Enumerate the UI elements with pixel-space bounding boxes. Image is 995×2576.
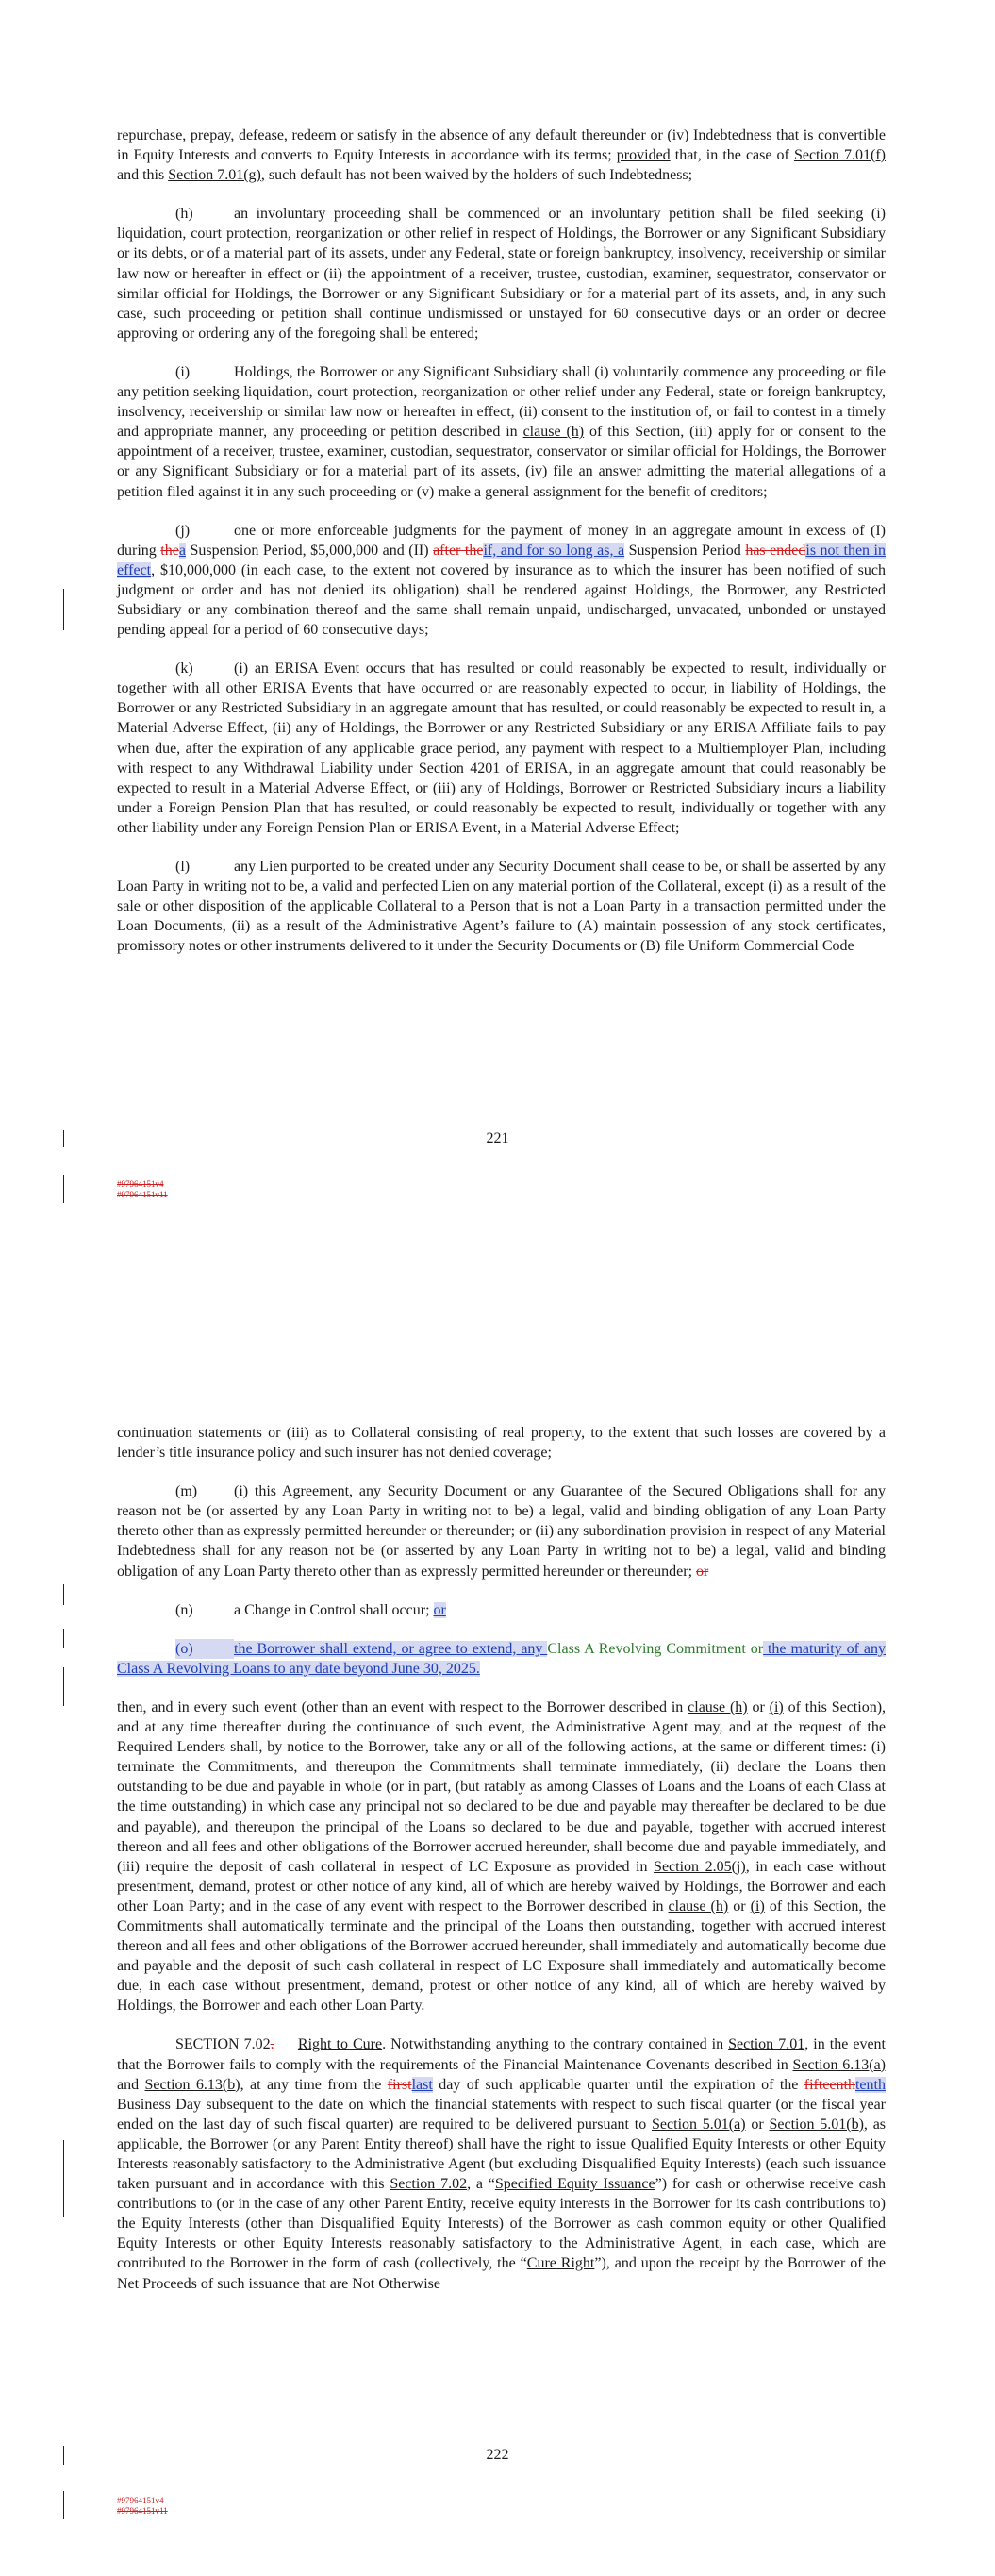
inserted-text: the maturity of any Class A Revolving Loans to any date beyond June 30, 2025. [117,1640,887,1677]
text: and [117,2076,145,2093]
clause-label: (l) [175,859,191,875]
cross-reference: clause (h) [688,1698,748,1715]
page-number: 221 [486,1130,509,1146]
text: and this [117,167,169,184]
clause-k [117,659,886,838]
text: or [745,2116,770,2133]
text: Business Day subsequent to the date on which the financial statements with respect to such fiscal quarter (or the fiscal year ended on the last day of such fiscal quarter) are required to be delivered pursuant to [117,2096,886,2133]
section-7-02 [117,2034,886,2293]
text: . Notwithstanding anything to the contrary contained in [382,2036,729,2053]
text: that, in the case of [670,147,794,164]
clause-label: (h) [175,206,193,223]
deleted-text: the [160,542,179,559]
text: , in each case without presentment, demand, protest or other notice of any kind, all of which are hereby waived by Holdings, the Borrower and each other Loan Party; and in the case of any event with respect to the Borrower described in [117,1858,887,1915]
cross-reference: Section 5.01(b) [769,2116,864,2133]
page-222 [0,1288,995,2576]
cross-reference: Section 5.01(a) [652,2116,746,2133]
clause-text: a Change in Control shall occur; [234,1601,434,1618]
clause-text: , $10,000,000 (in each case, to the extent not covered by insurance as to which the insurer has been notified of such judgment or order and has not denied its obligation) shall be rendered against Holdings, the Borrower, any Restricted Subsidiary or any combination thereof and the same shall remain unpaid, undischarged, unvacated, unbonded or unstayed pending appeal for a period of 60 consecutive days; [117,561,886,639]
text: , such default has not been waived by the holders of such Indebtedness; [260,167,693,184]
document-id: #97964151v4 [117,2496,164,2505]
page-221-body [117,125,886,975]
cross-reference: Section 6.13(a) [792,2056,887,2073]
text: day of such applicable quarter until the expiration of the [432,2076,804,2093]
clause-label: (k) [175,661,193,677]
text: repurchase, prepay, defease, redeem or satisfy in the absence of any default thereunder or (iv) Indebtedness that is convertible in Equity Interests and converts to Equity Interests in accordance with its terms; [117,127,886,164]
change-bar [63,1629,64,1648]
change-bar [63,1584,64,1605]
text: , in the event that the Borrower fails to comply with the requirements of the Financial Maintenance Covenants described in [117,2036,886,2073]
deleted-text: after the [433,542,484,559]
text: ”), and upon the receipt by the Borrower of the Net Proceeds of such issuance that are Not Otherwise [117,2255,887,2292]
change-bar [63,1667,64,1706]
clause-l [117,857,886,956]
clause-label: (j) [175,522,191,539]
inserted-text: or [433,1601,446,1618]
deleted-text: fifteenth [804,2076,855,2093]
clause-text: Suspension Period, $5,000,000 and (II) [185,542,434,559]
clause-label: (n) [175,1601,193,1618]
inserted-text: the Borrower shall extend, or agree to extend, any [234,1640,548,1657]
cross-reference: Section 2.05(j) [654,1858,746,1875]
inserted-text: if, and for so long as, a [483,542,625,559]
clause-text: one or more enforceable judgments for the payment of money in an aggregate amount in excess of (I) during [117,522,886,559]
inserted-text: last [411,2076,433,2093]
text: ”) for cash or otherwise receive cash contributions to (or in the case of any other Parent Entity, receive equity interests in the Borrower for its cash contributions to) the Equity Interests (other than Disqualified Equity Interests) of the Borrower as cash common equity or other Qualified Equity Interests or other Equity Interests reasonably satisfactory to the Administrative Agent, in each case, which are contributed to the Borrower in the form of cash (collectively, the “ [117,2176,887,2272]
inserted-text: tenth [854,2076,886,2093]
change-bar [63,2491,64,2519]
document-id: #97964151v11 [117,1190,168,1199]
deleted-text: or [696,1563,709,1580]
cross-reference: (i) [769,1698,784,1715]
clause-j [117,521,886,641]
clause-text: Holdings, the Borrower or any Significant Subsidiary shall (i) voluntarily commence any proceeding or file any petition seeking liquidation, court protection, reorganization or other relief under any Federal, state or foreign bankruptcy, insolvency, receivership or similar law now or hereafter in effect, (ii) consent to the institution of, or fail to contest in a timely and appropriate manner, any proceeding or petition described in [117,363,886,441]
cross-reference: Section 7.01(f) [793,147,887,164]
text: , at any time from the [240,2076,388,2093]
text: of this Section), and at any time thereafter during the continuance of such event, the Administrative Agent may, and at the request of the Required Lenders shall, by notice to the Borrower, take any or all of the following actions, at the same or different times: (i) terminate the Commitments, and thereupon the Commitments shall terminate immediately, (ii) declare the Loans then outstanding to be due and payable in whole (or in part, (but ratably as among Classes of Loans and the Loans of each Class at the time outstanding) in which case any principal not so declared to be due and payable may thereafter be declared to be due and payable), and thereupon the principal of the Loans so declared to be due and payable, together with accrued interest thereon and all fees and other obligations of the Borrower accrued hereunder, shall become due and payable immediately, and (iii) require the deposit of cash collateral in respect of LC Exposure as provided in [117,1698,887,1875]
cross-reference: Section 7.01(g) [168,167,261,184]
defined-term: Specified Equity Issuance [494,2176,655,2193]
deleted-text: first [387,2076,412,2093]
cross-reference: Section 7.01 [728,2036,805,2053]
inserted-text: is not then in effect [117,542,887,578]
defined-term: Cure Right [526,2255,595,2272]
page-222-body [117,1423,886,2313]
clause-label: (m) [175,1483,198,1500]
clause-text: (i) this Agreement, any Security Document or any Guarantee of the Secured Obligations shall for any reason not be (or asserted by any Loan Party in writing not to be) a legal, valid and binding obligation of any Loan Party thereto other than as expressly permitted hereunder or thereunder; or (ii) any subordination provision in respect of any Material Indebtedness shall for any reason not be (or asserted by any Loan Party in writing not to be) a legal, valid and binding obligation of any Loan Party thereto other than as expressly permitted hereunder or thereunder; [117,1483,886,1580]
document-id: #97964151v4 [117,1179,164,1189]
cross-reference: clause (h) [668,1898,729,1915]
clause-i [117,362,886,502]
text: or [747,1698,770,1715]
text: then, and in every such event (other than an event with respect to the Borrower described in [117,1698,688,1715]
remedies-paragraph [117,1698,886,2016]
text: , as applicable, the Borrower (or any Parent Entity thereof) shall have the right to issue Qualified Equity Interests or other Equity Interests reasonably satisfactory to the Administrative Agent (but excluding Disqualified Equity Interests) (each such issuance taken pursuant and in accordance with this [117,2116,887,2193]
inserted-text: a [178,542,186,559]
deleted-text: . [270,2036,274,2053]
clause-label: (i) [175,363,191,380]
paragraph-continuation-g [117,125,886,185]
clause-o [117,1639,886,1679]
section-title: Right to Cure [297,2036,383,2053]
change-bar [63,1175,64,1203]
cross-reference: Section 6.13(b) [144,2076,240,2093]
deleted-text: has ended [745,542,806,559]
text: continuation statements or (iii) as to Collateral consisting of real property, to the extent that such losses are covered by a lender’s title insurance policy and such insurer has not denied coverage; [117,1425,886,1462]
clause-text: Suspension Period [624,542,746,559]
paragraph-continuation-l [117,1423,886,1463]
text: or [728,1898,751,1915]
cross-reference: clause (h) [522,424,585,441]
provided-term: provided [616,147,671,164]
clause-text: of this Section, (iii) apply for or consent to the appointment of a receiver, trustee, examiner, custodian, sequestrator, conservator or similar official for Holdings, the Borrower or any Significant Subsidiary or for a material part of its assets, (iv) file an answer admitting the material allegations of a petition filed against it in any such proceeding or (v) make a general assignment for the benefit of creditors; [117,424,887,500]
clause-text: an involuntary proceeding shall be commenced or an involuntary petition shall be filed seeking (i) liquidation, court protection, reorganization or other relief in respect of Holdings, the Borrower or any Significant Subsidiary or its debts, or of a material part of its assets, under any Federal, state or foreign bankruptcy, insolvency, receivership or similar law now or hereafter in effect or (ii) the appointment of a receiver, trustee, custodian, examiner, sequestrator, conservator or similar official for Holdings, the Borrower or any Significant Subsidiary or for a material part of its assets, and, in any such case, such proceeding or petition shall continue undismissed or unstayed for 60 consecutive days or an order or decree approving or ordering any of the foregoing shall be entered; [117,206,886,342]
clause-label: (o) [175,1639,234,1659]
cross-reference: Section 7.02 [390,2176,468,2193]
change-bar [63,2140,64,2217]
cross-reference: (i) [750,1898,765,1915]
clause-n [117,1600,886,1620]
document-id: #97964151v11 [117,2506,168,2516]
clause-h [117,204,886,343]
clause-text: (i) an ERISA Event occurs that has resulted or could reasonably be expected to result, individually or together with all other ERISA Events that have occurred or are reasonably expected to occur, in liability of Holdings, the Borrower or any Restricted Subsidiary in an aggregate amount that has resulted, or could reasonably be expected to result in, a Material Adverse Effect, (ii) any of Holdings, the Borrower or any Restricted Subsidiary or any ERISA Affiliate fails to pay when due, after the expiration of any applicable grace period, any payment with respect to a Multiemployer Plan, including with respect to any Withdrawal Liability under Section 4201 of ERISA, in an aggregate amount that could reasonably be expected to result in a Material Adverse Effect, or (iii) any of Holdings, Borrower or Restricted Subsidiary incurs a liability under a Foreign Pension Plan that has resulted, or could reasonably be expected to result, individually or together with any other liability under any Foreign Pension Plan or ERISA Event, in a Material Adverse Effect; [117,661,886,836]
page-number: 222 [486,2447,509,2463]
clause-m [117,1481,886,1581]
change-bar [63,589,64,630]
clause-text: any Lien purported to be created under any Security Document shall cease to be, or shall be asserted by any Loan Party in writing not to be, a valid and perfected Lien on any material portion of the Collateral, except (i) as a result of the sale or other disposition of the applicable Collateral to a Person that is not a Loan Party in a transaction permitted under the Loan Documents, (ii) as a result of the Administrative Agent’s failure to (A) maintain possession of any stock certificates, promissory notes or other instruments delivered to it under the Security Documents or (B) file Uniform Commercial Code [117,859,886,955]
text: , a “ [467,2176,495,2193]
moved-text: Class A Revolving Commitment or [547,1640,764,1657]
text: of this Section, the Commitments shall automatically terminate and the principal of the Loans then outstanding, together with accrued interest thereon and all fees and other obligations of the Borrower accrued hereunder, shall immediately and automatically become due and payable and the deposit of such cash collateral in respect of LC Exposure shall immediately and automatically become due, in each case without presentment, demand, protest or other notice of any kind, all of which are hereby waived by Holdings, the Borrower and each other Loan Party. [117,1898,887,2015]
section-label: SECTION 7.02 [175,2036,271,2053]
